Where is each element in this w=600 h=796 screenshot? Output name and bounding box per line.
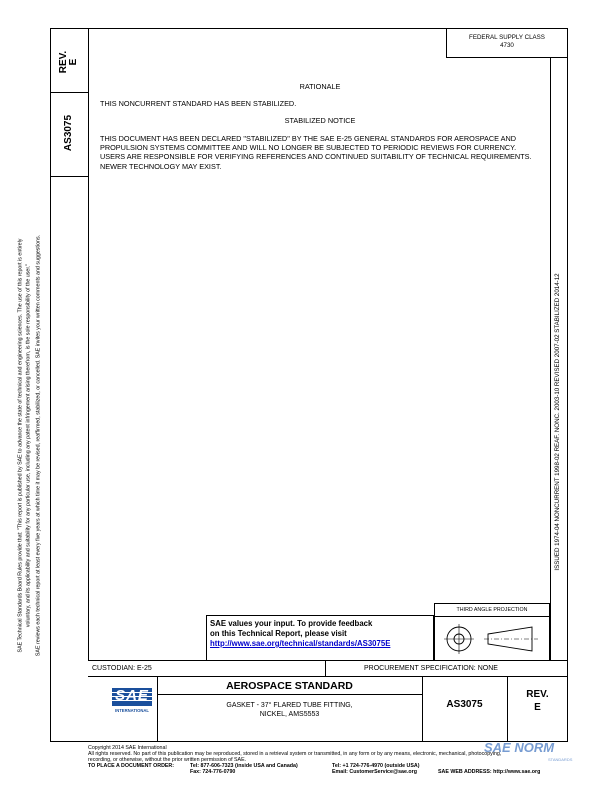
projection-label: THIRD ANGLE PROJECTION (456, 607, 528, 613)
review-notice: SAE reviews each technical report at least every five years at which time it may be revised, reaffirmed, stabilized, or cancelled. SAE invites your written comments and suggestions. (35, 234, 42, 657)
feedback-line-1: SAE values your input. To provide feedback (210, 619, 373, 628)
title-block-top (88, 660, 568, 661)
standard-type: AEROSPACE STANDARD (226, 680, 353, 692)
stabilized-heading: STABILIZED NOTICE (284, 116, 356, 125)
tab-divider (88, 28, 89, 660)
copyright: Copyright 2014 SAE International (88, 745, 167, 751)
sae-logo-text: SAE (115, 687, 149, 704)
custodian-divider (325, 660, 326, 676)
order-tel: Tel: 877-606-7323 (inside USA and Canada) (190, 763, 298, 769)
side-tab-rev (59, 29, 79, 95)
side-tab-rev-label: REV. (58, 50, 69, 74)
standard-type-underline (157, 694, 422, 695)
title-block-rev-value: E (534, 702, 541, 713)
title-line-2: NICKEL, AMS5553 (259, 711, 320, 718)
custodian: CUSTODIAN: E-25 (92, 665, 152, 672)
tab-num-divider (50, 176, 88, 177)
watermark-text: SAE NORM (484, 740, 555, 755)
custodian-row-line (88, 676, 568, 677)
feedback-link[interactable]: http://www.sae.org/technical/standards/AS3075E (210, 639, 391, 648)
feedback-line-2: on this Technical Report, please visit (210, 629, 347, 638)
federal-supply-class-value: 4730 (500, 42, 514, 49)
side-tab-doc-number: AS3075 (63, 114, 74, 152)
stabilized-text: THIS DOCUMENT HAS BEEN DECLARED "STABILIZED" BY THE SAE E-25 GENERAL STANDARDS FOR AEROSPACE AND PROPULSION SYSTEMS COMMITTEE AND WILL NO LONGER BE SUBJECTED TO PERIODIC REVIEWS FOR CURRENCY. USERS ARE RESPONSIBLE FOR VERIFYING REFERENCES AND CONTINUED SUITABILITY OF TECHNICAL REQUIREMENTS. NEWER TECHNOLOGY MAY EXIST. (100, 134, 532, 171)
order-email: Email: CustomerService@sae.org (332, 769, 417, 775)
rights-notice-2: recording, or otherwise, without the prior written permission of SAE. (88, 757, 247, 763)
title-line-1: GASKET - 37° FLARED TUBE FITTING, (226, 702, 353, 709)
history-divider (550, 58, 551, 660)
procurement-spec: PROCUREMENT SPECIFICATION: NONE (364, 665, 498, 672)
rights-notice-1: All rights reserved. No part of this publication may be reproduced, stored in a retrieval system or transmitted, in any form or by any means, electronic, mechanical, photocopying, (88, 751, 502, 757)
order-label: TO PLACE A DOCUMENT ORDER: (88, 763, 175, 769)
title-block-doc-number: AS3075 (446, 699, 483, 710)
third-angle-projection-icon (440, 620, 544, 658)
sae-logo-subtext: INTERNATIONAL (115, 708, 149, 713)
rationale-text: THIS NONCURRENT STANDARD HAS BEEN STABILIZED. (100, 99, 297, 108)
federal-supply-class-label: FEDERAL SUPPLY CLASS (469, 34, 545, 41)
order-tel-intl: Tel: +1 724-776-4970 (outside USA) (332, 763, 420, 769)
web-address[interactable]: SAE WEB ADDRESS: http://www.sae.org (438, 769, 541, 775)
title-block-rev-label: REV. (526, 689, 549, 700)
revision-history: ISSUED 1974-04 NONCURRENT 1998-02 REAF. NONC. 2003-10 REVISED 2007-02 STABILIZED 2014-12 (554, 273, 561, 571)
side-tab-rev-value: E (68, 58, 79, 66)
order-fax: Fax: 724-776-0790 (190, 769, 236, 775)
watermark-subtext: STANDARDS (548, 757, 573, 762)
tsb-rules-notice-2: voluntary, and its applicability and suitability for any particular use, including any patent infringement arising therefrom, is the sole responsibility of the user." (25, 263, 32, 628)
rationale-heading: RATIONALE (299, 82, 341, 91)
projection-divider (434, 616, 550, 617)
tsb-rules-notice-1: SAE Technical Standards Board Rules provide that: "This report is published by SAE to advance the state of technical and engineering sciences. The use of this report is entirely (17, 238, 24, 653)
